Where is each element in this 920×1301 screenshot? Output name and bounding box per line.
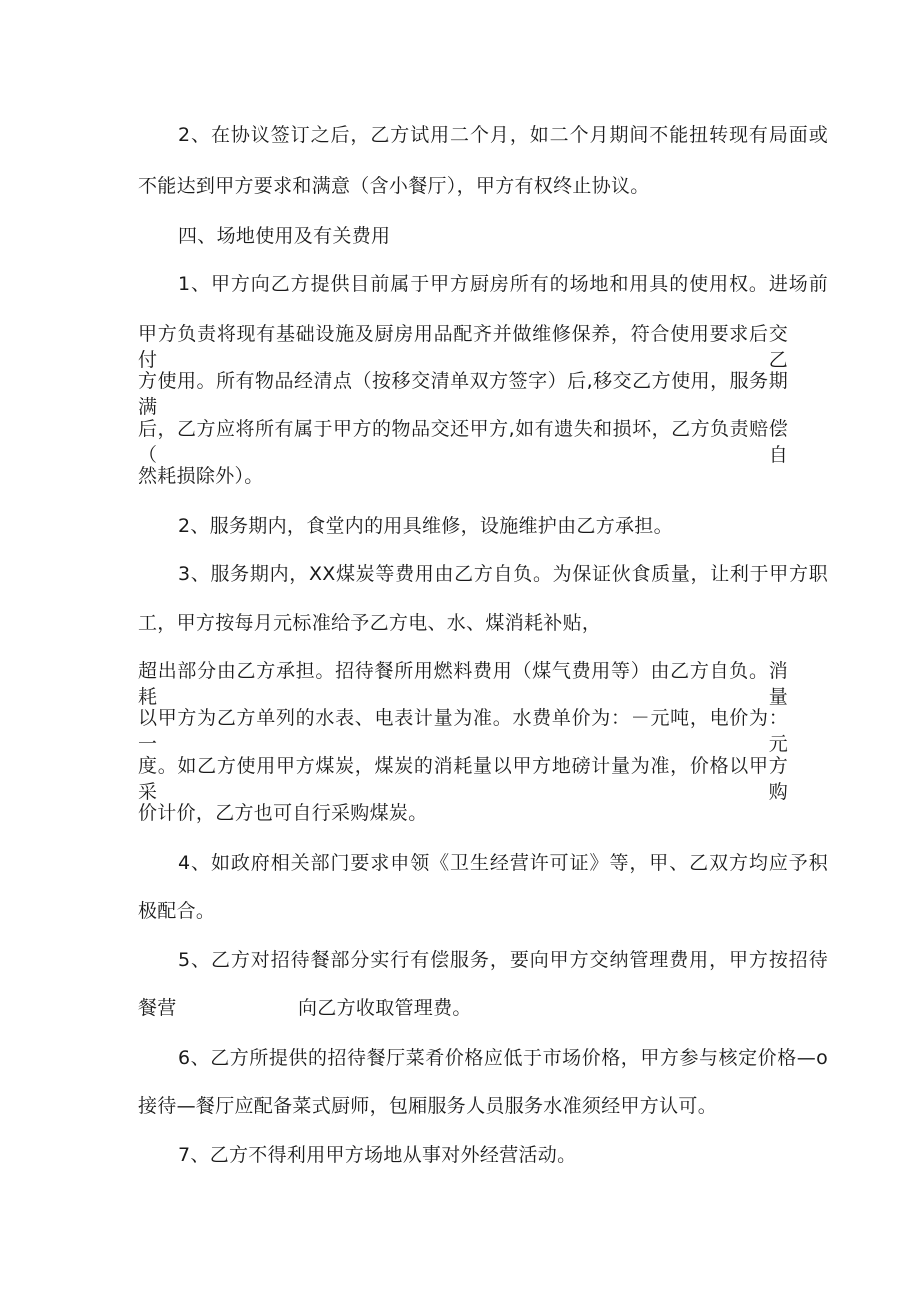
paragraph-line: 甲方负责将现有基础设施及厨房用品配齐并做维修保养，符合使用要求后交付乙 — [138, 323, 788, 371]
paragraph-line: 5、乙方对招待餐部分实行有偿服务，要向甲方交纳管理费用，甲方按招待 — [178, 949, 828, 971]
paragraph-line: 度。如乙方使用甲方煤炭，煤炭的消耗量以甲方地磅计量为准，价格以甲方采购 — [138, 755, 788, 803]
paragraph-line: 1、甲方向乙方提供目前属于甲方厨房所有的场地和用具的使用权。进场前 — [178, 273, 828, 295]
paragraph-line: 不能达到甲方要求和满意（含小餐厅），甲方有权终止协议。 — [138, 175, 650, 197]
paragraph-line: 以甲方为乙方单列的水表、电表计量为准。水费单价为：－元吨，电价为：一元 — [138, 707, 788, 755]
paragraph-line: 极配合。 — [138, 900, 216, 922]
section-heading: 四、场地使用及有关费用 — [178, 225, 391, 247]
paragraph-line: 然耗损除外）。 — [138, 465, 264, 487]
paragraph-line: 3、服务期内，XX煤炭等费用由乙方自负。为保证伙食质量，让利于甲方职 — [178, 563, 828, 585]
paragraph-line: 2、服务期内，食堂内的用具维修，设施维护由乙方承担。 — [178, 515, 673, 537]
paragraph-line: 后，乙方应将所有属于甲方的物品交还甲方,如有遗失和损坏，乙方负责赔偿（自 — [138, 418, 788, 466]
paragraph-line: 超出部分由乙方承担。招待餐所用燃料费用（煤气费用等）由乙方自负。消耗量 — [138, 660, 788, 708]
paragraph-line: 方使用。所有物品经清点（按移交清单双方签字）后,移交乙方使用，服务期满 — [138, 370, 788, 418]
line-start-fragment: 餐营 — [138, 997, 177, 1019]
paragraph-line: 6、乙方所提供的招待餐厅菜肴价格应低于市场价格，甲方参与核定价格—o — [178, 1047, 828, 1069]
paragraph-line: 2、在协议签订之后，乙方试用二个月，如二个月期间不能扭转现有局面或 — [178, 124, 828, 146]
paragraph-line: 价计价，乙方也可自行采购煤炭。 — [138, 802, 428, 824]
paragraph-line: 7、乙方不得利用甲方场地从事对外经营活动。 — [178, 1144, 577, 1166]
paragraph-line: 工，甲方按每月元标准给予乙方电、水、煤消耗补贴， — [138, 612, 602, 634]
paragraph-line: 4、如政府相关部门要求申领《卫生经营许可证》等，甲、乙双方均应予积 — [178, 852, 828, 874]
line-end-fragment: 向乙方收取管理费。 — [298, 997, 472, 1019]
paragraph-line: 接待—餐厅应配备菜式厨师，包厢服务人员服务水准须经甲方认可。 — [138, 1095, 718, 1117]
